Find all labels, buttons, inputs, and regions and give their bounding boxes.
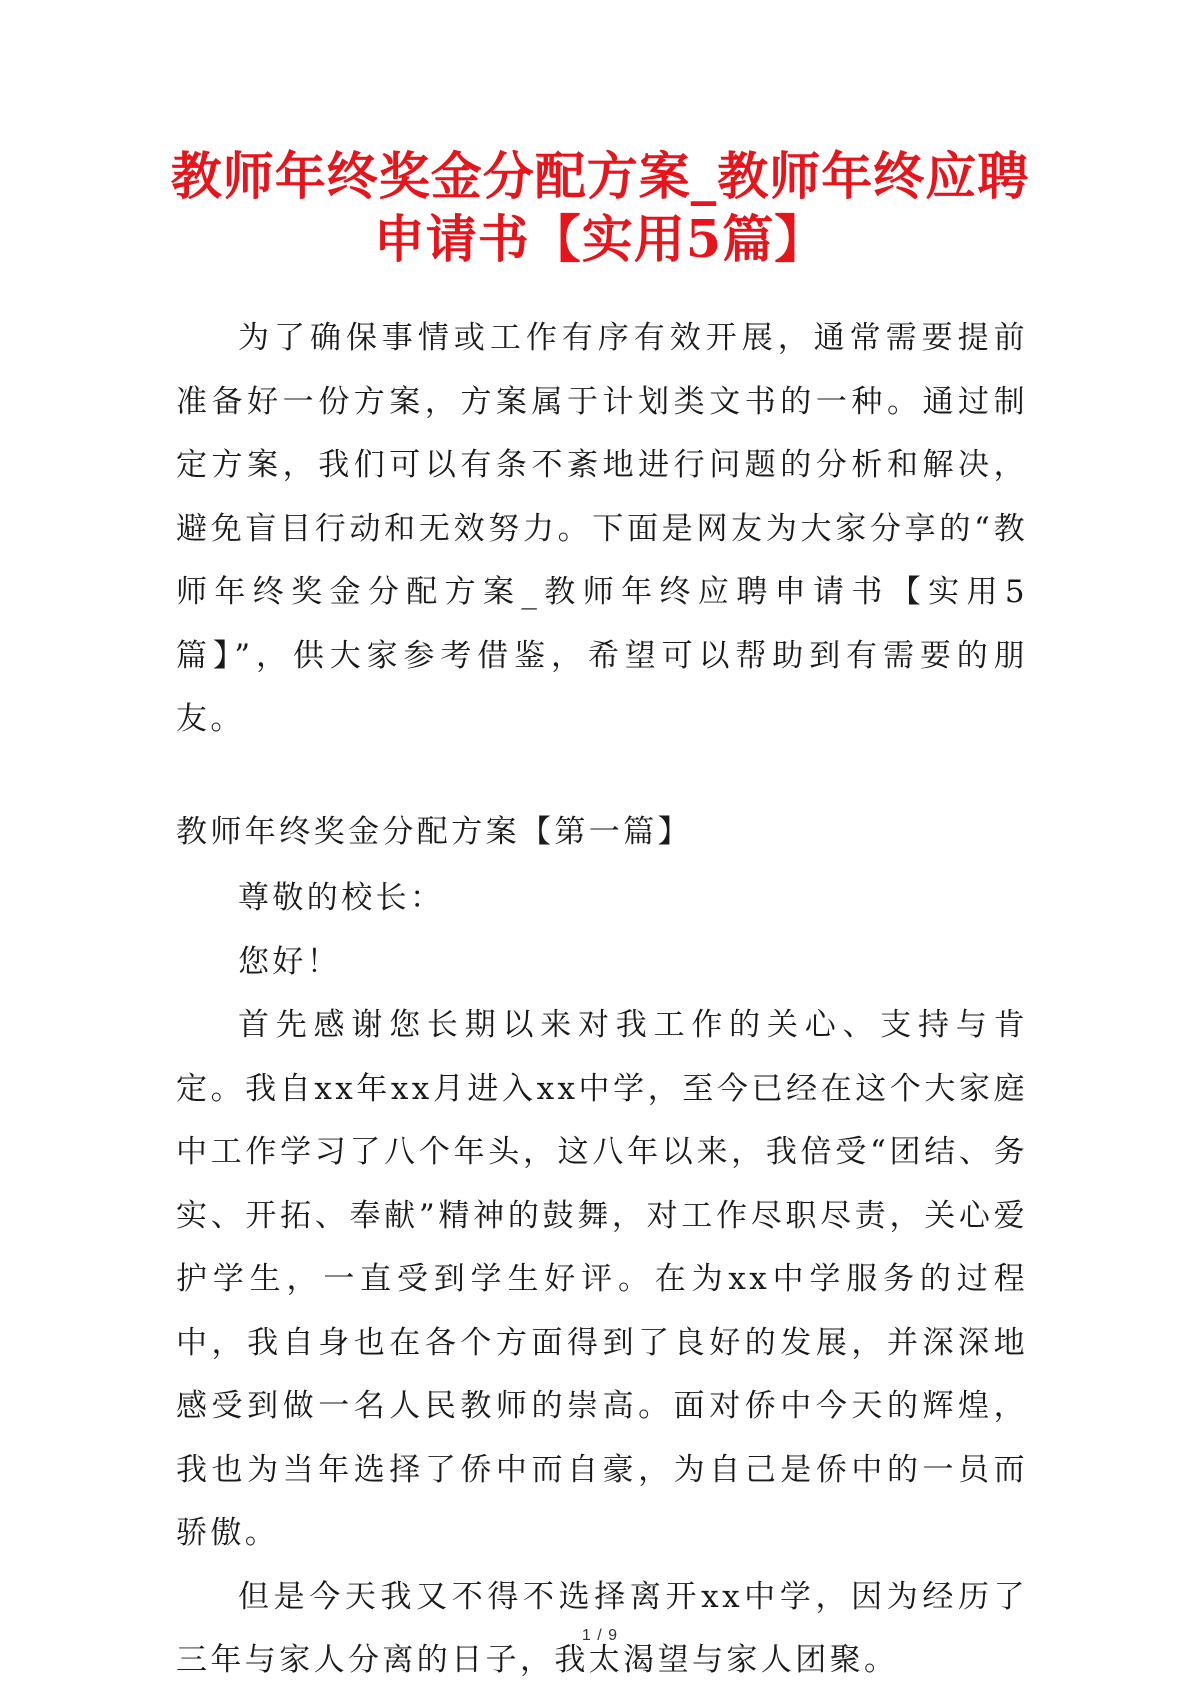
section-heading: 教师年终奖金分配方案【第一篇】 <box>176 813 692 850</box>
salutation: 尊敬的校长： <box>238 880 445 916</box>
greeting: 您好！ <box>238 943 342 980</box>
intro-paragraph: 为了确保事情或工作有序有效开展，通常需要提前准备好一份方案，方案属于计划类文书的一种。通过制定方案，我们可以有条不紊地进行问题的分析和解决，避免盲目行动和无效努力。下面是网友为大家分享的“教师年终奖金分配方案_教师年终应聘申请书【实用5篇】”，供大家参考借鉴，希望可以帮助到有需要的朋友。 <box>176 320 1028 737</box>
document-body <box>176 307 1028 1693</box>
document-title: 教师年终奖金分配方案_教师年终应聘申请书【实用5篇】 <box>170 147 1030 271</box>
body-paragraph-1: 首先感谢您长期以来对我工作的关心、支持与肯定。我自xx年xx月进入xx中学，至今已经在这个大家庭中工作学习了八个年头，这八年以来，我倍受“团结、务实、开拓、奉献”精神的鼓舞，对工作尽职尽责，关心爱护学生，一直受到学生好评。在为xx中学服务的过程中，我自身也在各个方面得到了良好的发展，并深深地感受到做一名人民教师的崇高。面对侨中今天的辉煌，我也为当年选择了侨中而自豪，为自己是侨中的一员而骄傲。 <box>176 1007 1028 1551</box>
page-number: 1 / 9 <box>581 1627 619 1644</box>
body-paragraph-2: 但是今天我又不得不选择离开xx中学，因为经历了三年与家人分离的日子，我太渴望与家人团聚。 <box>176 1578 1028 1678</box>
